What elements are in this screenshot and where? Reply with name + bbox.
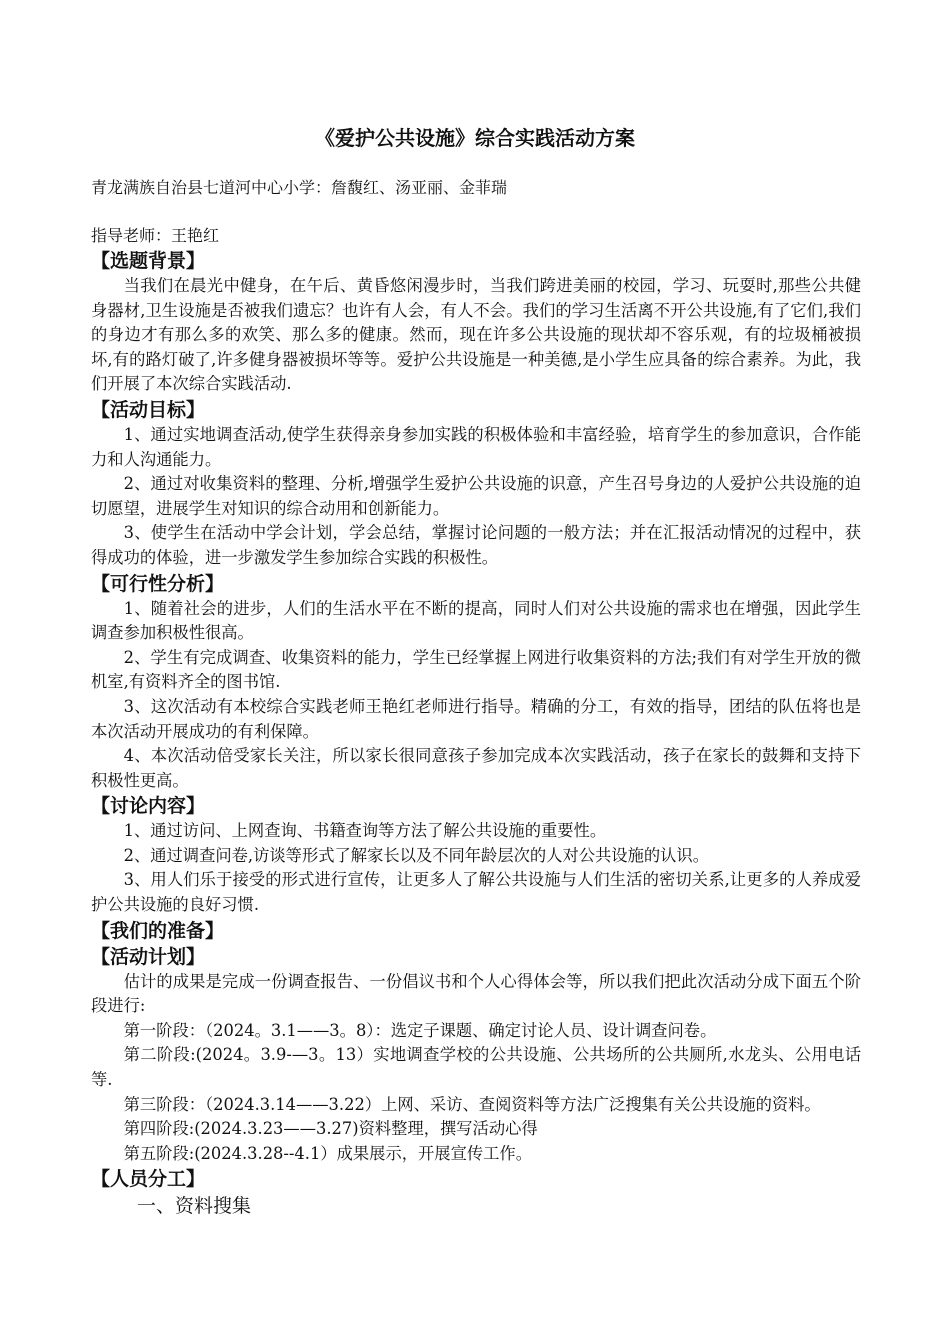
section-heading-discussion: 【讨论内容】 — [91, 795, 206, 818]
paragraph: 第三阶段：（2024.3.14——3.22）上网、采访、查阅资料等方法广泛搜集有关公共设施的资料。 — [123, 1094, 821, 1114]
section-heading-background: 【选题背景】 — [91, 250, 206, 272]
section-heading-goals: 【活动目标】 — [91, 398, 206, 421]
paragraph: 3、这次活动有本校综合实践老师王艳红老师进行指导。精确的分工，有效的指导，团结的队伍将也是本次活动开展成功的有利保障。 — [91, 696, 861, 741]
paragraph: 第一阶段：（2024。3.1——3。8）：选定子课题、确定讨论人员、设计调查问卷。 — [123, 1020, 717, 1040]
paragraph: 1、通过实地调查活动,使学生获得亲身参加实践的积极体验和丰富经验，培育学生的参加意识，合作能力和人沟通能力。 — [91, 424, 861, 469]
paragraph: 估计的成果是完成一份调查报告、一份倡议书和个人心得体会等，所以我们把此次活动分成下面五个阶段进行: — [91, 971, 861, 1016]
document-title: 《爱护公共设施》综合实践活动方案 — [315, 126, 635, 150]
paragraph: 4、本次活动倍受家长关注，所以家长很同意孩子参加完成本次实践活动，孩子在家长的鼓舞和支持下积极性更高。 — [91, 746, 861, 790]
paragraph: 第二阶段:(2024。3.9-—3。13）实地调查学校的公共设施、公共场所的公共厕所,水龙头、公用电话等. — [91, 1045, 861, 1090]
paragraph: 1、通过访问、上网查询、书籍查询等方法了解公共设施的重要性。 — [123, 821, 607, 841]
paragraph: 2、通过调查问卷,访谈等形式了解家长以及不同年龄层次的人对公共设施的认识。 — [123, 845, 709, 865]
paragraph: 2、通过对收集资料的整理、分析,增强学生爱护公共设施的识意，产生召号身边的人爱护公共设施的迫切愿望，进展学生对知识的综合动用和创新能力。 — [91, 474, 861, 518]
paragraph: 第五阶段:(2024.3.28--4.1）成果展示，开展宣传工作。 — [123, 1143, 532, 1163]
section-heading-plan: 【活动计划】 — [91, 945, 206, 968]
document-body — [91, 248, 861, 1220]
paragraph: 当我们在晨光中健身，在午后、黄昏悠闲漫步时，当我们跨进美丽的校园，学习、玩耍时,那些公共健身器材,卫生设施是否被我们遗忘？也许有人会，有人不会。我们的学习生活离不开公共设施,有了它们,我们的身边才有那么多的欢笑、那么多的健康。然而，现在许多公共设施的现状却不容乐观，有的垃圾桶被损坏,有的路灯破了,许多健身器被损坏等等。爱护公共设施是一种美德,是小学生应具备的综合素养。为此，我们开展了本次综合实践活动. — [91, 276, 861, 394]
paragraph: 2、学生有完成调查、收集资料的能力，学生已经掌握上网进行收集资料的方法;我们有对学生开放的微机室,有资料齐全的图书馆. — [91, 647, 861, 692]
section-heading-staffing: 【人员分工】 — [91, 1168, 206, 1191]
paragraph: 3、使学生在活动中学会计划，学会总结，掌握讨论问题的一般方法；并在汇报活动情况的过程中，获得成功的体验，进一步激发学生参加综合实践的积极性。 — [91, 523, 861, 567]
sub-heading-material-collection: 一、资料搜集 — [137, 1195, 252, 1218]
paragraph: 3、用人们乐于接受的形式进行宣传，让更多人了解公共设施与人们生活的密切关系,让更多的人养成爱护公共设施的良好习惯. — [91, 870, 861, 915]
section-heading-preparation: 【我们的准备】 — [91, 919, 225, 942]
school-authors-line: 青龙满族自治县七道河中心小学：詹馥红、汤亚丽、金菲瑞 — [91, 178, 508, 197]
paragraph: 第四阶段:(2024.3.23——3.27)资料整理，撰写活动心得 — [123, 1119, 538, 1139]
paragraph: 1、随着社会的进步，人们的生活水平在不断的提高，同时人们对公共设施的需求也在增强，因此学生调查参加积极性很高。 — [91, 598, 861, 643]
section-heading-feasibility: 【可行性分析】 — [91, 572, 225, 595]
advisor-line: 指导老师：王艳红 — [91, 226, 220, 245]
